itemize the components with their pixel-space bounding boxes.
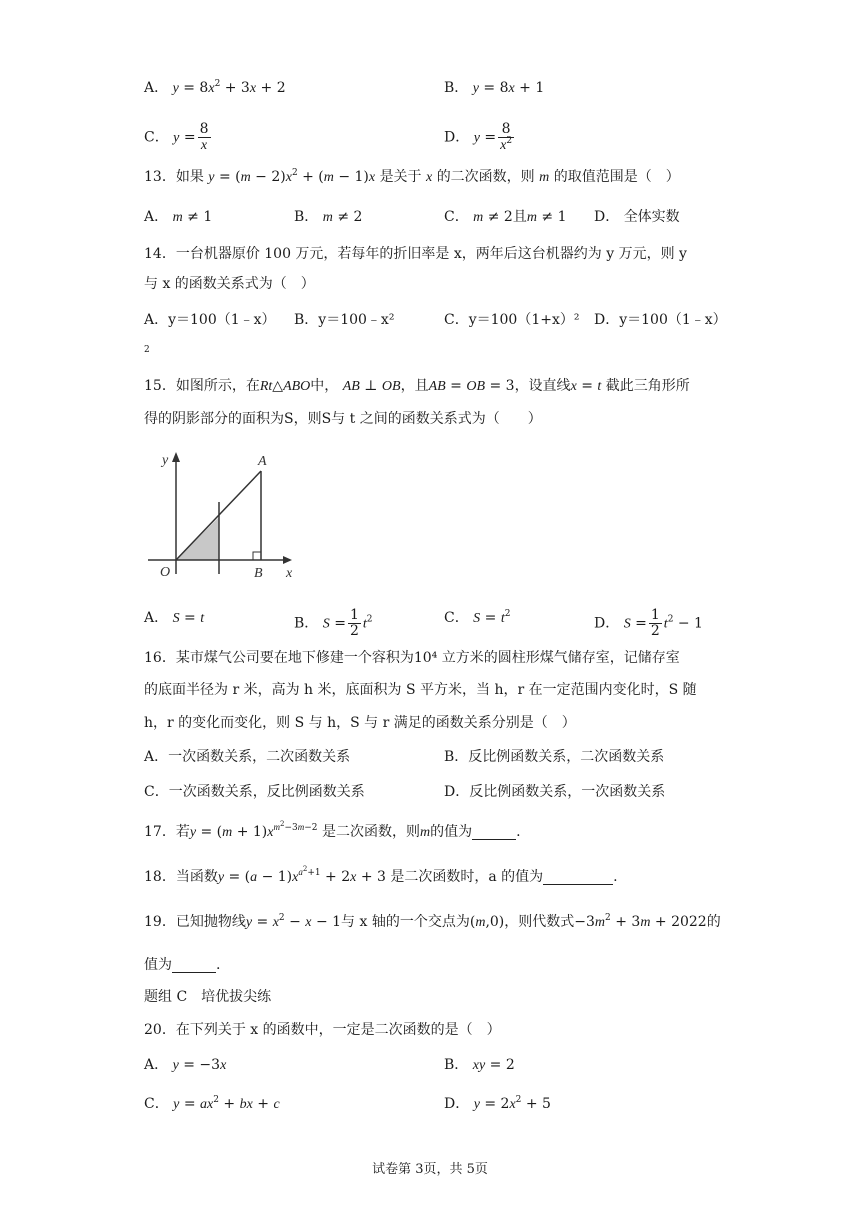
q16-stem-line3: h，r 的变化而变化，则 S 与 h，S 与 r 满足的函数关系分别是（ ） [144,715,576,731]
section-heading: 题组 C 培优拔尖练 [144,989,272,1005]
q14-stem-line2: 与 x 的函数关系式为（ ） [144,276,315,292]
q19-stem-line1: 19．已知抛物线$y = x^2 - x - 1$与 x 轴的一个交点为(m,0)，则代数式$-3m^2 + 3m + 2022$的 [144,913,721,930]
q16-option-a: A．一次函数关系，二次函数关系 [144,749,351,765]
q13-stem: 13．如果 $y = (m - 2)x^2 + (m - 1)x$ 是关于 x 的二次函数，则 m 的取值范围是（ ） [144,168,680,185]
q15-figure [140,446,310,581]
right-angle-mark [253,552,261,560]
q17-stem: 17．若$y = (m + 1)x^{m^2-3m-2}$ 是二次函数，则m的值为 . [144,820,521,840]
q13-option-c: C． m ≠ 2且m ≠ 1 [444,209,567,225]
q20-option-d: D． $y = 2x^2 + 5$ [444,1095,551,1112]
q18-stem: 18．当函数$y = (a - 1)x^{a^2+1} + 2x + 3$ 是二次函数时，a 的值为 . [144,865,618,885]
q13-option-d: D． 全体实数 [594,209,680,225]
x-label: x [286,566,293,581]
q13-option-a: A． m ≠ 1 [144,209,213,225]
q12-option-a: A． $y = 8x^2 + 3x + 2$ [144,79,286,96]
q12-option-b: B． y = 8x + 1 [444,80,545,96]
q19-stem-line2: 值为 . [144,957,221,973]
q16-option-c: C．一次函数关系，反比例函数关系 [144,784,365,800]
q19-answer-blank[interactable] [172,956,216,973]
q20-option-a: A． y = −3x [144,1057,227,1073]
q15-option-c: C． $S = t^2$ [444,609,511,626]
q14-option-d-wrap: 2 [144,345,150,355]
q15-option-b: B． S = $\frac{1}{2}$ $t^2$ [294,607,373,639]
q15-stem-line1: 15．如图所示，在Rt△ABO中， AB ⊥ OB，且AB = OB = 3，设直线x = t 截此三角形所 [144,378,690,394]
q20-option-c: C． $y = ax^2$ + bx + c [144,1095,280,1112]
q18-answer-blank[interactable] [543,868,613,885]
q12-option-c: C． y = $\frac{8}{x}$ [144,121,209,153]
q14-option-a: A．y＝100（1﹣x） [144,312,276,328]
q16-stem-line1: 16．某市煤气公司要在地下修建一个容积为10⁴ 立方米的圆柱形煤气储存室，记储存室 [144,650,680,666]
q16-option-b: B．反比例函数关系，二次函数关系 [444,749,665,765]
a-label: A [258,454,267,469]
q14-option-d: D．y＝100（1﹣x） [594,312,727,328]
o-label: O [160,565,171,580]
x-axis-arrow-icon [283,556,292,564]
q12-option-d: D． y = $\frac{8}{x^2}$ [444,121,513,153]
q13-option-b: B． m ≠ 2 [294,209,363,225]
q14-stem-line1: 14．一台机器原价 100 万元，若每年的折旧率是 x，两年后这台机器约为 y 万元，则 y [144,246,687,262]
q15-option-d: D． S = $\frac{1}{2}$ $t^2 - 1$ [594,607,703,639]
b-label: B [254,566,263,581]
q14-option-c: C．y＝100（1+x）² [444,312,580,328]
q20-option-b: B． xy = 2 [444,1057,515,1073]
page-footer: 试卷第 3页，共 5页 [372,1162,488,1177]
q16-option-d: D．反比例函数关系，一次函数关系 [444,784,666,800]
q14-option-b: B．y＝100﹣x² [294,312,395,328]
q16-stem-line2: 的底面半径为 r 米，高为 h 米，底面积为 S 平方米，当 h，r 在一定范围内变化时，S 随 [144,682,697,698]
y-label: y [162,453,169,468]
q15-option-a: A． S = t [144,610,205,626]
q17-answer-blank[interactable] [472,823,516,840]
q20-stem: 20．在下列关于 x 的函数中，一定是二次函数的是（ ） [144,1022,501,1038]
y-axis-arrow-icon [172,452,180,462]
q15-stem-line2: 得的阴影部分的面积为S，则S与 t 之间的函数关系式为（ ） [144,411,542,427]
